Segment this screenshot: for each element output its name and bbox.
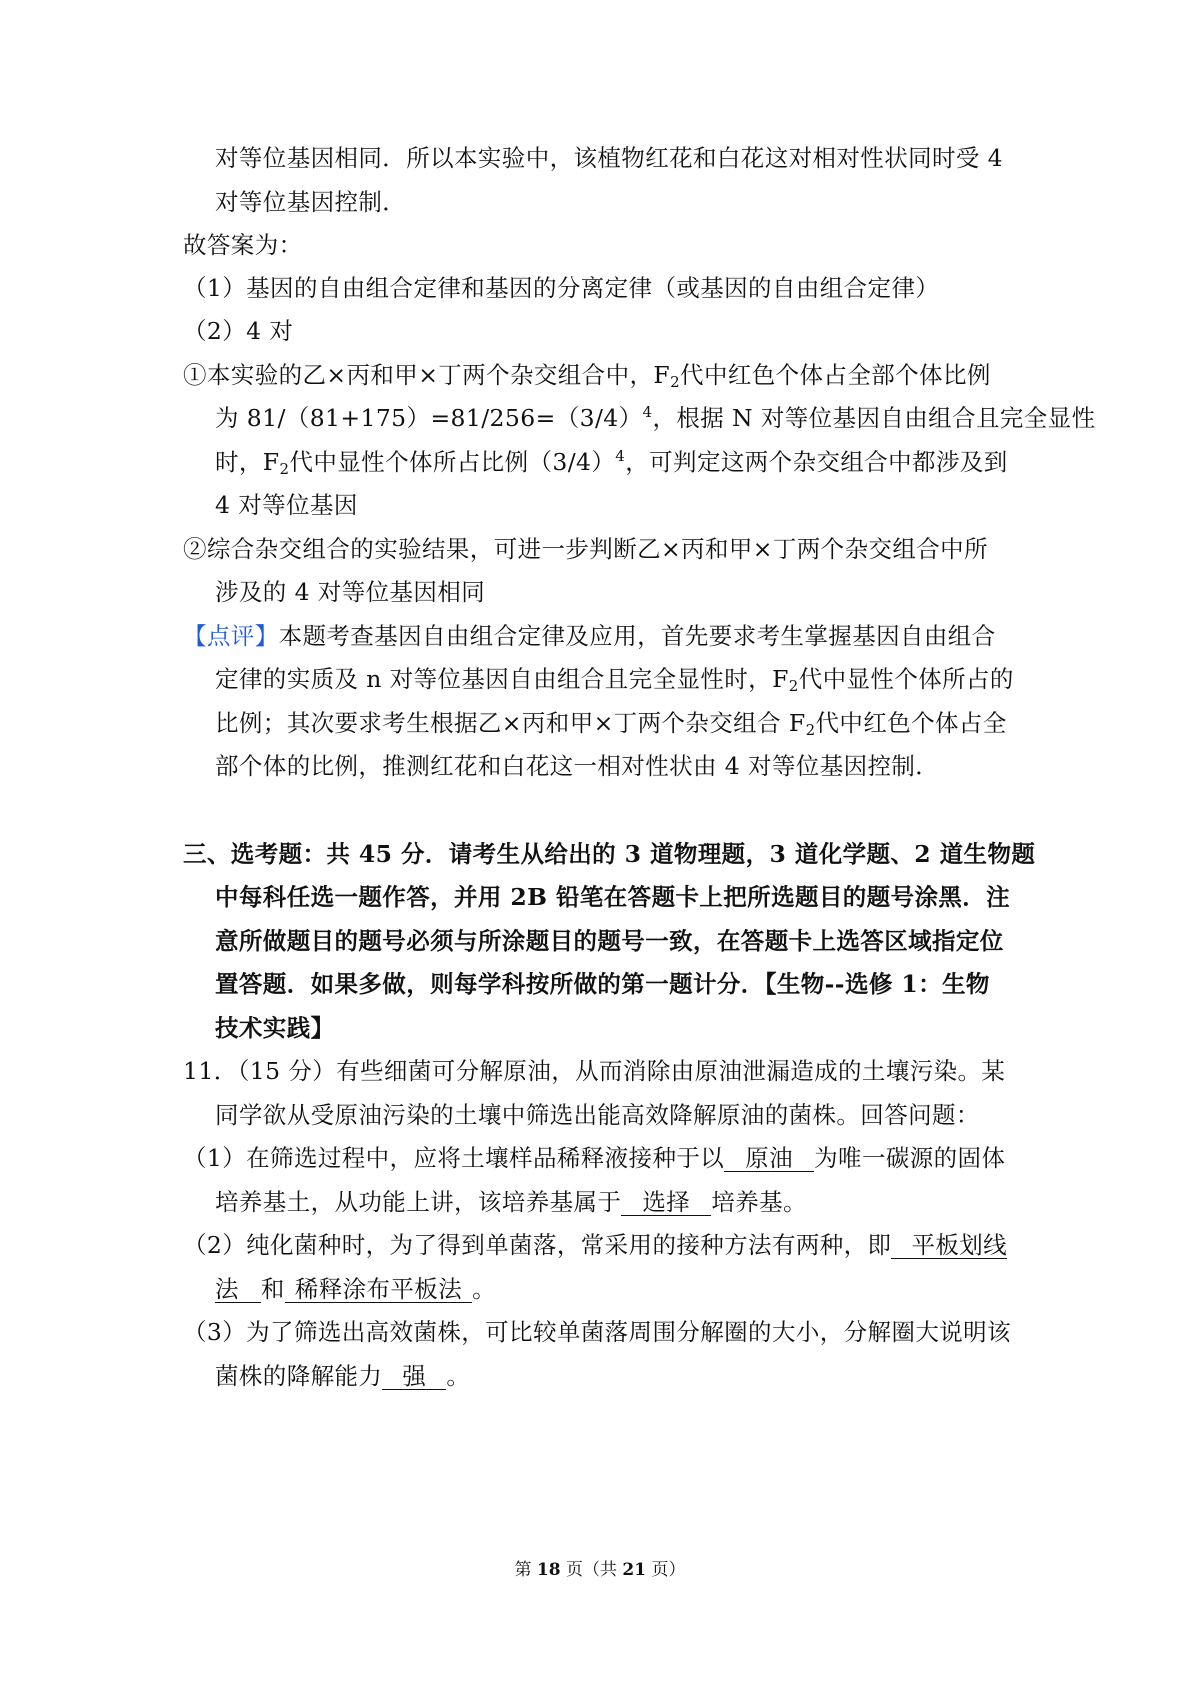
comment-line: 定律的实质及 n 对等位基因自由组合且完全显性时，$F_2$代中显性个体所占的: [215, 665, 1014, 695]
section-heading: 技术实践】: [215, 1014, 335, 1042]
answer-blank: 原油: [724, 1145, 814, 1172]
comment-line: 【点评】本题考查基因自由组合定律及应用，首先要求考生掌握基因自由组合: [183, 622, 996, 650]
question-11: 同学欲从受原油污染的土壤中筛选出能高效降解原油的菌株。回答问题：: [215, 1101, 980, 1129]
point-1-line: 4 对等位基因: [215, 491, 358, 519]
point-1-line: 为 $81/(81+175)=81/256=(3/4)^4$，根据 N 对等位基因自由组合且完全显性: [215, 403, 1096, 432]
section-heading: 置答题．如果多做，则每学科按所做的第一题计分．【生物--选修 1：生物: [215, 970, 990, 998]
section-heading: 中每科任选一题作答，并用 2B 铅笔在答题卡上把所选题目的题号涂黑．注: [215, 883, 1011, 911]
q11-part-2: （2）纯化菌种时，为了得到单菌落，常采用的接种方法有两种，即 平板划线: [183, 1231, 1008, 1259]
q11-part-3: （3）为了筛选出高效菌株，可比较单菌落周围分解圈的大小，分解圈大说明该: [183, 1318, 1011, 1346]
point-1-line: 时，$F_2$代中显性个体所占比例$(3/4)^4$，可判定这两个杂交组合中都涉及到: [215, 447, 1008, 478]
page-footer: 第 18 页（共 21 页）: [514, 1560, 686, 1580]
text-line: 对等位基因控制．: [215, 188, 407, 216]
question-11: 11．（15 分）有些细菌可分解原油，从而消除由原油泄漏造成的土壤污染。某: [183, 1057, 1006, 1085]
q11-part-1: （1）在筛选过程中，应将土壤样品稀释液接种于以 原油 为唯一碳源的固体: [183, 1144, 1006, 1172]
section-heading: 三、选考题：共 45 分．请考生从给出的 3 道物理题，3 道化学题、2 道生物题: [183, 840, 1036, 868]
answer-blank: 法: [215, 1276, 261, 1303]
answer-blank: 稀释涂布平板法: [285, 1276, 472, 1303]
point-2-line: ②综合杂交组合的实验结果，可进一步判断乙×丙和甲×丁两个杂交组合中所: [183, 535, 988, 563]
q11-part-3: 菌株的降解能力 强 。: [215, 1362, 471, 1390]
answer-blank: 平板划线: [891, 1232, 1007, 1259]
page-number: 18: [536, 1560, 561, 1580]
section-heading: 意所做题目的题号必须与所涂题目的题号一致，在答题卡上选答区域指定位: [215, 927, 1004, 955]
text-line: 故答案为：: [183, 231, 303, 259]
answer-2: （2）4 对: [183, 317, 294, 345]
answer-1: （1）基因的自由组合定律和基因的分离定律（或基因的自由组合定律）: [183, 274, 940, 302]
answer-blank: 强: [382, 1363, 446, 1390]
q11-part-1: 培养基土，从功能上讲，该培养基属于 选择 培养基。: [215, 1188, 807, 1216]
point-1-line: ①本实验的乙×丙和甲×丁两个杂交组合中，$F_2$代中红色个体占全部个体比例: [183, 361, 991, 391]
comment-line: 部个体的比例，推测红花和白花这一相对性状由 4 对等位基因控制．: [215, 752, 940, 780]
answer-blank: 选择: [621, 1189, 711, 1216]
page-total: 21: [622, 1560, 647, 1580]
q11-part-2: 法 和 稀释涂布平板法 。: [215, 1275, 497, 1303]
text-line: 对等位基因相同．所以本实验中，该植物红花和白花这对相对性状同时受 4: [215, 144, 1004, 172]
comment-line: 比例；其次要求考生根据乙×丙和甲×丁两个杂交组合 $F_2$代中红色个体占全: [215, 709, 1007, 739]
comment-tag: 【点评】: [183, 622, 279, 650]
point-2-line: 涉及的 4 对等位基因相同: [215, 578, 486, 606]
